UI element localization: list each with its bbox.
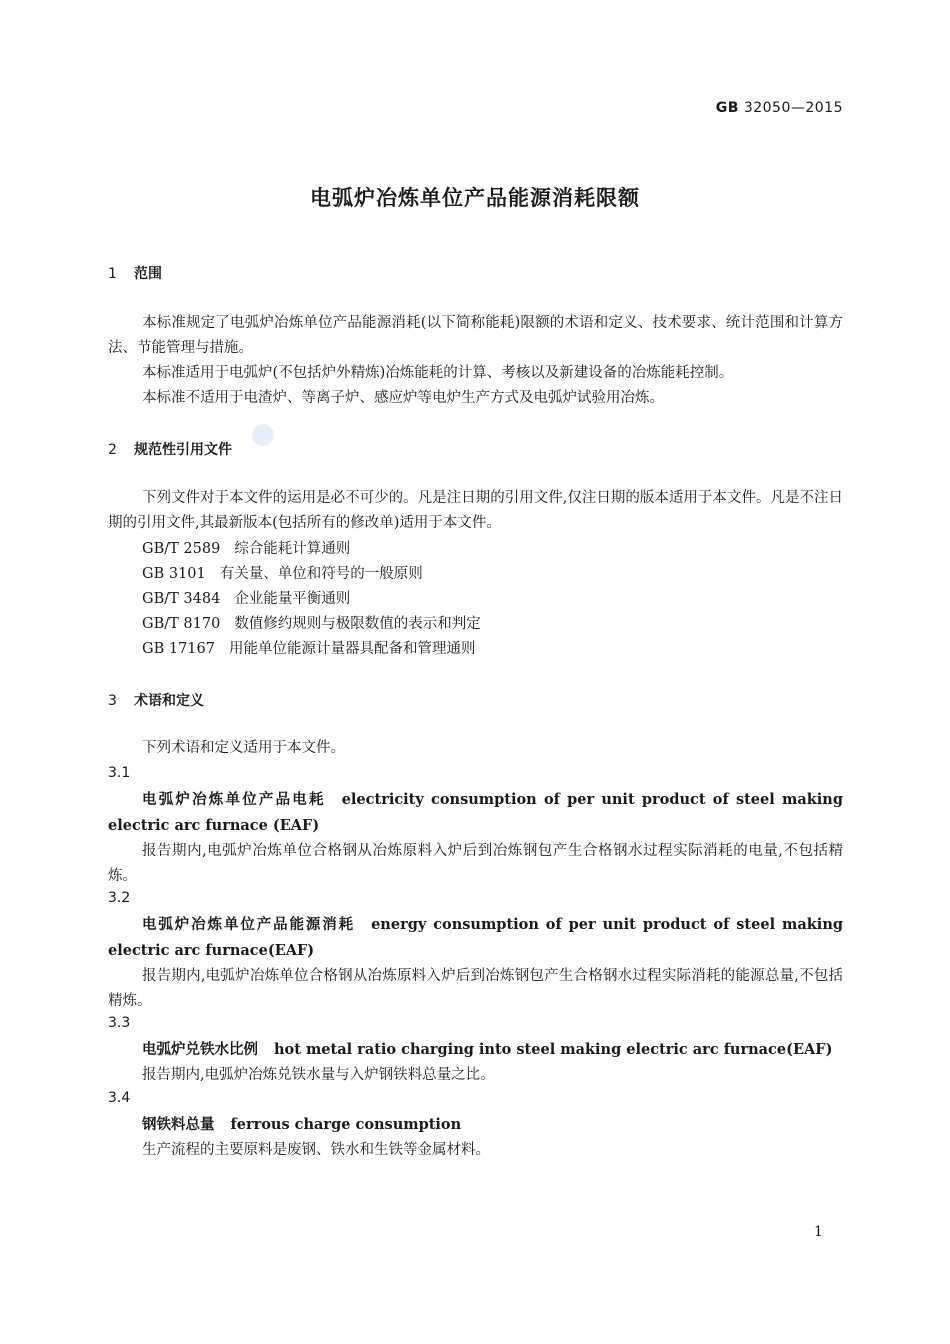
clause-number: 3.4 (108, 1090, 131, 1106)
document-title: 电弧炉冶炼单位产品能源消耗限额 (310, 186, 640, 210)
section-1-body (108, 311, 843, 411)
reference-title: 有关量、单位和符号的一般原则 (219, 566, 423, 582)
term-en: ferrous charge consumption (230, 1116, 462, 1133)
watermark-seal (252, 424, 274, 446)
term-entry (108, 912, 843, 1014)
term-en: electricity consumption of per unit product of steel making electric arc furnace (EAF) (108, 791, 843, 834)
term-zh: 电弧炉冶炼单位产品电耗 (142, 792, 326, 808)
term-zh: 电弧炉兑铁水比例 (142, 1042, 258, 1058)
paragraph: 下列文件对于本文件的运用是必不可少的。凡是注日期的引用文件,仅注日期的版本适用于本文件。凡是不注日期的引用文件,其最新版本(包括所有的修改单)适用于本文件。 (108, 490, 843, 531)
reference-title: 企业能量平衡通则 (234, 591, 351, 607)
clause-number: 3.3 (108, 1015, 131, 1031)
term-en: hot metal ratio charging into steel making electric arc furnace(EAF) (274, 1041, 833, 1058)
reference-title: 用能单位能源计量器具配备和管理通则 (228, 641, 476, 657)
term-definition: 报告期内,电弧炉冶炼单位合格钢从冶炼原料入炉后到冶炼钢包产生合格钢水过程实际消耗的能源总量,不包括精炼。 (108, 968, 843, 1009)
term-zh: 钢铁料总量 (142, 1117, 215, 1133)
reference-code: GB/T 3484 (142, 591, 221, 607)
reference-code: GB/T 2589 (142, 541, 221, 557)
reference-item (142, 612, 481, 633)
section-title: 规范性引用文件 (134, 442, 232, 458)
term-en: energy consumption of per unit product of steel making electric arc furnace(EAF) (108, 916, 843, 959)
reference-code: GB/T 8170 (142, 616, 221, 632)
page-number: 1 (814, 1224, 823, 1240)
reference-code: GB 17167 (142, 641, 215, 657)
term-zh: 电弧炉冶炼单位产品能源消耗 (142, 917, 356, 933)
standard-prefix: GB (715, 100, 739, 116)
term-definition: 报告期内,电弧炉冶炼兑铁水量与入炉钢铁料总量之比。 (142, 1067, 495, 1083)
clause-number: 3.1 (108, 765, 131, 781)
section-title: 范围 (134, 266, 162, 282)
term-definition: 报告期内,电弧炉冶炼单位合格钢从冶炼原料入炉后到冶炼钢包产生合格钢水过程实际消耗的电量,不包括精炼。 (108, 843, 843, 884)
reference-item (142, 537, 350, 558)
section-2-body (108, 486, 843, 536)
paragraph: 本标准不适用于电渣炉、等离子炉、感应炉等电炉生产方式及电弧炉试验用冶炼。 (142, 390, 664, 406)
reference-item (142, 562, 423, 583)
paragraph: 本标准规定了电弧炉冶炼单位产品能源消耗(以下简称能耗)限额的术语和定义、技术要求、统计范围和计算方法、节能管理与措施。 (108, 315, 843, 356)
clause-number: 3.2 (108, 890, 131, 906)
section-number: 3 (108, 693, 117, 709)
reference-item (142, 637, 475, 658)
reference-item (142, 587, 350, 608)
standard-code (716, 100, 843, 116)
term-entry (108, 1037, 843, 1088)
reference-title: 数值修约规则与极限数值的表示和判定 (234, 616, 481, 632)
term-entry (108, 1112, 843, 1163)
section-1-heading (108, 263, 162, 283)
section-2-heading (108, 439, 232, 459)
section-3-intro (108, 736, 843, 761)
paragraph: 本标准适用于电弧炉(不包括炉外精炼)冶炼能耗的计算、考核以及新建设备的冶炼能耗控制。 (142, 365, 734, 381)
standard-number: 32050—2015 (743, 100, 843, 116)
reference-code: GB 3101 (142, 566, 206, 582)
section-title: 术语和定义 (134, 693, 204, 709)
section-number: 2 (108, 442, 117, 458)
paragraph: 下列术语和定义适用于本文件。 (142, 740, 345, 756)
section-3-heading (108, 690, 204, 710)
term-definition: 生产流程的主要原料是废钢、铁水和生铁等金属材料。 (142, 1142, 490, 1158)
section-number: 1 (108, 266, 117, 282)
term-entry (108, 787, 843, 889)
reference-title: 综合能耗计算通则 (234, 541, 351, 557)
